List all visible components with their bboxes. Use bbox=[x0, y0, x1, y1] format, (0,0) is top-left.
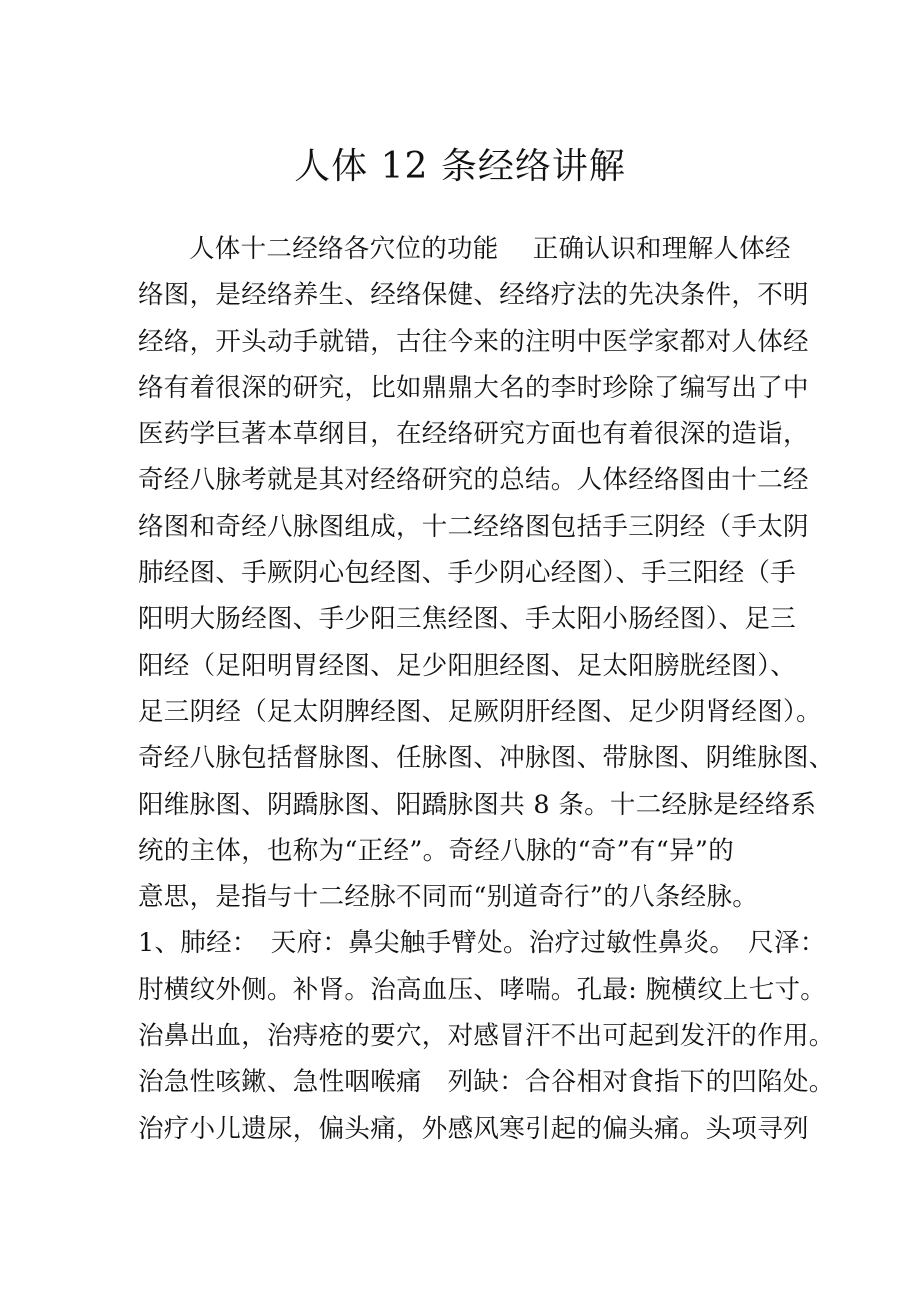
body-line: 统的主体，也称为“正经”。奇经八脉的“奇”有“异”的 bbox=[138, 835, 735, 866]
body-line: 肘横纹外侧。补肾。治高血压、哮喘。孔最: 腕横纹上七寸。 bbox=[138, 974, 827, 1005]
document-body bbox=[138, 226, 835, 1152]
body-line: 人体十二经络各穴位的功能 正确认识和理解人体经 bbox=[189, 234, 791, 264]
body-line: 治疗小儿遗尿，偏头痛，外感风寒引起的偏头痛。头项寻列 bbox=[138, 1113, 809, 1144]
body-line: 意思，是指与十二经脉不同而“别道奇行”的八条经脉。 bbox=[138, 882, 759, 913]
body-line: 1、肺经： 天府：鼻尖触手臂处。治疗过敏性鼻炎。 尺泽： bbox=[138, 928, 826, 959]
body-line: 奇经八脉考就是其对经络研究的总结。人体经络图由十二经 bbox=[138, 465, 809, 496]
document-title: 人体 12 条经络讲解 bbox=[294, 146, 626, 187]
body-line: 奇经八脉包括督脉图、任脉图、冲脉图、带脉图、阴维脉图、 bbox=[138, 743, 835, 774]
body-line: 阳经（足阳明胃经图、足少阳胆经图、足太阳膀胱经图）、 bbox=[138, 650, 797, 681]
body-line: 足三阴经（足太阴脾经图、足厥阴肝经图、足少阴肾经图）。 bbox=[138, 696, 822, 727]
body-line: 阳明大肠经图、手少阳三焦经图、手太阳小肠经图）、足三 bbox=[138, 604, 797, 635]
body-line: 治急性咳鏉、急性咽喉痛 列缺：合谷相对食指下的凹陷处。 bbox=[138, 1067, 835, 1098]
body-line: 络图，是经络养生、经络保健、经络疗法的先决条件，不明 bbox=[138, 280, 809, 311]
body-line: 阳维脉图、阴蹻脉图、阳蹻脉图共 8 条。十二经脉是经络系 bbox=[138, 789, 817, 820]
body-line: 医药学巨著本草纲目，在经络研究方面也有着很深的造诣， bbox=[138, 419, 809, 450]
body-line: 络图和奇经八脉图组成，十二经络图包括手三阴经（手太阴 bbox=[138, 511, 809, 542]
body-line: 治鼻出血，治痔疮的要穴，对感冒汗不出可起到发汗的作用。 bbox=[138, 1021, 835, 1052]
body-line: 络有着很深的研究，比如鼎鼎大名的李时珍除了编写出了中 bbox=[138, 372, 809, 403]
body-line: 经络，开头动手就错，古往今来的注明中医学家都对人体经 bbox=[138, 326, 809, 357]
body-line: 肺经图、手厥阴心包经图、手少阴心经图）、手三阳经（手 bbox=[138, 558, 797, 589]
